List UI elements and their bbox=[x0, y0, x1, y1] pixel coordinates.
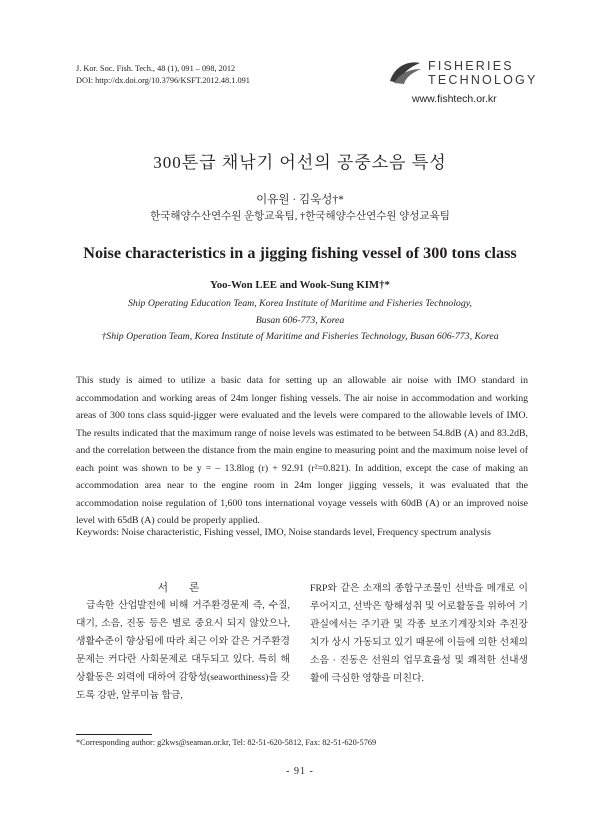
authors-korean: 이유원 · 김욱성†* bbox=[256, 194, 344, 206]
affiliation-line-2: Busan 606-773, Korea bbox=[255, 314, 345, 326]
logo-line-2: TECHNOLOGY bbox=[428, 73, 538, 87]
logo-url: www.fishtech.or.kr bbox=[412, 93, 497, 105]
keywords: Keywords: Noise characteristic, Fishing vessel, IMO, Noise standards level, Frequency spectrum analysis bbox=[76, 527, 491, 538]
journal-doi: DOI: http://dx.doi.org/10.3796/KSFT.2012.48.1.091 bbox=[76, 76, 250, 85]
footnote-divider bbox=[76, 734, 152, 735]
intro-paragraph-right: FRP와 같은 소재의 종합구조물인 선박을 메개로 이루어지고, 선박은 항해성취 및 어로활동을 위하여 기관실에서는 주기관 및 각종 보조기계장치와 추진장치가 상시 가동되고 있기 때문에 이들에 의한 선체의 소음 · 진동은 선원의 업무효율성 및 쾌적한 선내생활에 극심한 영향을 미친다. bbox=[310, 583, 528, 684]
journal-citation: J. Kor. Soc. Fish. Tech., 48 (1), 091 – 098, 2012 bbox=[76, 64, 236, 73]
affiliation-korean: 한국해양수산연수원 운항교육팀, †한국해양수산연수원 양성교육팀 bbox=[150, 211, 450, 222]
logo-line-1: FISHERIES bbox=[428, 59, 514, 73]
title-english: Noise characteristics in a jigging fishing vessel of 300 tons class bbox=[83, 244, 517, 262]
footnote-corresponding-author: *Corresponding author: g2kws@seaman.or.kr, Tel: 82-51-620-5812, Fax: 82-51-620-5769 bbox=[76, 738, 377, 747]
intro-paragraph-left: 급속한 산업발전에 비해 거주환경문제 즉, 수질, 대기, 소음, 진동 등은 별로 중요시 되지 않았으나, 생활수준이 향상됨에 따라 최근 이와 같은 거주환경문제는 커다란 사회문제로 대두되고 있다. 특히 해상활동은 외력에 대하여 감항성(seaworthiness)을 갖도록 강판, 알루미늄 합금, bbox=[76, 600, 290, 701]
journal-logo bbox=[388, 57, 538, 107]
title-korean: 300톤급 채낚기 어선의 공중소음 특성 bbox=[153, 153, 447, 172]
intro-column-left bbox=[76, 580, 290, 704]
affiliation-line-3: †Ship Operation Team, Korea Institute of Maritime and Fisheries Technology, Busan 606-773, Korea bbox=[101, 331, 499, 342]
abstract: This study is aimed to utilize a basic data for setting up an allowable air noise with IMO standard in accommodation and working areas of 24m longer fishing vessels. The air noise in accommodation and working areas of 300 tons class squid-jigger were evaluated and the levels were compared to the allowable levels of IMO. The results indicated that the maximum range of noise levels was estimated to be between 54.8dB (A) and 83.2dB, and the correlation between the distance from the main engine to measuring point and the maximum noise level of each point was shown to be y = – 13.8log (r) + 92.91 (r²=0.821). In addition, except the case of making an accommodation area near to the engine room in 24m longer jigging vessels, it was evaluated that the accommodation noise regulation of 1,600 tons international voyage vessels with 60dB (A) or an improved noise level with 65dB (A) could be properly applied. bbox=[76, 375, 528, 526]
fisheries-logo-icon bbox=[388, 59, 422, 85]
logo-wordmark bbox=[428, 59, 538, 87]
affiliation-line-1: Ship Operating Education Team, Korea Institute of Maritime and Fisheries Technology, bbox=[128, 298, 472, 309]
page-number: - 91 - bbox=[286, 766, 314, 777]
section-heading-introduction: 서 론 bbox=[157, 582, 209, 594]
intro-column-right bbox=[310, 580, 528, 687]
affiliation-english bbox=[0, 296, 600, 346]
authors-english: Yoo-Won LEE and Wook-Sung KIM†* bbox=[210, 279, 390, 291]
journal-meta bbox=[76, 63, 250, 87]
